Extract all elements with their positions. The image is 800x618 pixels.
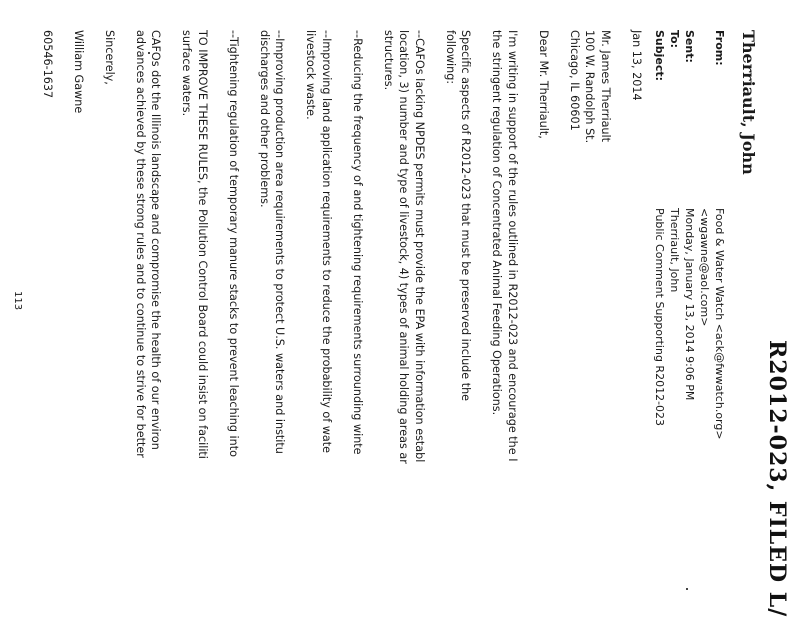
- letter-line: location, 3) number and type of livestock, 4) types of animal holding areas ar: [397, 30, 411, 464]
- letter-line: --Improving land application requirements to reduce the probability of wate: [320, 30, 333, 454]
- letter-line: --Tightening regulation of temporary manure stacks to prevent leaching into: [227, 30, 240, 457]
- letter-line: 100 W. Randolph St.: [583, 30, 597, 144]
- letter-line: Specific aspects of R2012-023 that must be preserved include the: [459, 30, 473, 402]
- sent-value: Monday, January 13, 2014 9:06 PM: [683, 208, 696, 401]
- from-label: From:: [713, 30, 726, 66]
- letter-line: Mr. James Therriault: [599, 30, 612, 143]
- subject-value: Public Comment Supporting R2012-023: [653, 208, 666, 427]
- letter-line: Sincerely,: [103, 30, 116, 85]
- page-number: 113: [12, 291, 23, 311]
- letter-line: --CAFOs lacking NPDES permits must provide the EPA with information establ: [413, 30, 426, 463]
- letter-line: --Reducing the frequency of and tightening requirements surrounding winte: [351, 30, 364, 455]
- letter-line: following:: [444, 30, 457, 85]
- letter-line: I'm writing in support of the rules outlined in R2012-023 and encourage the I: [506, 30, 519, 462]
- letter-line: surface waters.: [180, 30, 194, 117]
- to-label: To:: [668, 30, 681, 48]
- to-value: Therriault, John: [668, 208, 681, 293]
- letter-line: Chicago, IL 60601: [568, 30, 581, 131]
- filing-stamp-banner: R2012-023, FILED L/: [764, 340, 790, 618]
- letter-line: advances achieved by these strong rules and to continue to strive for better: [134, 30, 147, 458]
- sent-label: Sent:: [683, 30, 696, 63]
- subject-label: Subject:: [653, 30, 666, 82]
- letter-line: 60546-1637: [41, 30, 54, 99]
- letter-line: William Gawne: [72, 30, 85, 114]
- letter-line: --Improving production area requirements to protect U.S. waters and institu: [273, 30, 287, 454]
- letter-line: Jan 13, 2014: [630, 30, 643, 101]
- letter-line: discharges and other problems.: [258, 30, 271, 208]
- letter-line: Dear Mr. Therriault,: [537, 30, 550, 139]
- letter-line: TO IMPROVE THESE RULES, the Pollution Control Board could insist on faciliti: [196, 30, 209, 459]
- letter-line: structures.: [382, 30, 395, 91]
- letter-line: livestock waste.: [304, 30, 318, 120]
- letter-line: CAFOs dot the Illinois landscape and compromise the health of our environ: [149, 30, 163, 450]
- letter-line: the stringent regulation of Concentrated Animal Feeding Operations.: [490, 30, 504, 416]
- recipient-name-heading: Therriault, John: [739, 30, 758, 175]
- scan-speck: [148, 52, 150, 54]
- scan-speck: [686, 588, 688, 590]
- from-value-email: <wgawne@aol.com>: [698, 208, 711, 327]
- from-value: Food & Water Watch <ack@fwwatch.org>: [713, 208, 726, 440]
